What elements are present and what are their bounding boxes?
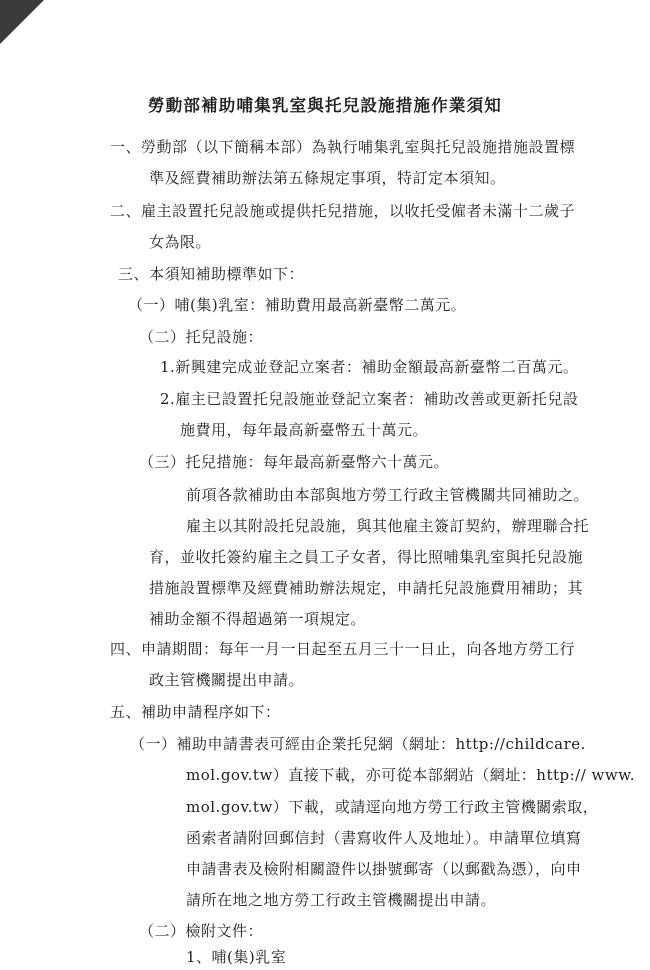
text-line: 準及經費補助辦法第五條規定事項，特訂定本須知。 bbox=[149, 169, 506, 187]
text-line: mol.gov.tw）下載，或請逕向地方勞工行政主管機關索取， bbox=[186, 798, 599, 816]
text-line: 補助金額不得超過第一項規定。 bbox=[149, 610, 367, 628]
text-line: 雇主以其附設托兒設施，與其他雇主簽訂契約，辦理聯合托 bbox=[186, 517, 590, 535]
text-line: 請所在地之地方勞工行政主管機關提出申請。 bbox=[186, 891, 497, 909]
document-title: 勞動部補助哺集乳室與托兒設施措施作業須知 bbox=[148, 96, 502, 115]
text-line: 2.雇主已設置托兒設施並登記立案者：補助改善或更新托兒設 bbox=[160, 390, 579, 408]
text-line: 育，並收托簽約雇主之員工子女者，得比照哺集乳室與托兒設施 bbox=[149, 548, 584, 566]
page-corner-fold bbox=[0, 0, 44, 44]
text-line: 前項各款補助由本部與地方勞工行政主管機關共同補助之。 bbox=[186, 486, 590, 504]
text-line: 四、申請期間：每年一月一日起至五月三十一日止，向各地方勞工行 bbox=[110, 640, 576, 658]
text-line: 政主管機關提出申請。 bbox=[149, 671, 305, 689]
text-line: （二）檢附文件： bbox=[139, 922, 264, 940]
text-line: （二）托兒設施： bbox=[139, 328, 264, 346]
text-line: 女為限。 bbox=[149, 233, 212, 251]
text-line: 一、勞動部（以下簡稱本部）為執行哺集乳室與托兒設施措施設置標 bbox=[110, 138, 576, 156]
text-line: 三、本須知補助標準如下： bbox=[118, 265, 305, 283]
text-line: 施費用，每年最高新臺幣五十萬元。 bbox=[180, 421, 429, 439]
text-line: mol.gov.tw）直接下載，亦可從本部網站（網址：http:// www. bbox=[186, 766, 636, 784]
text-line: 二、雇主設置托兒設施或提供托兒措施，以收托受僱者未滿十二歲子 bbox=[110, 202, 576, 220]
text-line: 五、補助申請程序如下： bbox=[110, 703, 281, 721]
text-line: （一）補助申請書表可經由企業托兒網（網址：http://childcare. bbox=[130, 735, 586, 753]
text-line: 1.新興建完成並登記立案者：補助金額最高新臺幣二百萬元。 bbox=[160, 358, 579, 376]
text-line: 申請書表及檢附相關證件以掛號郵寄（以郵戳為憑），向申 bbox=[186, 860, 582, 878]
text-line: （一）哺(集)乳室：補助費用最高新臺幣二萬元。 bbox=[128, 296, 467, 314]
text-line: 1、哺(集)乳室 bbox=[186, 948, 287, 966]
text-line: 措施設置標準及經費補助辦法規定，申請托兒設施費用補助；其 bbox=[149, 579, 584, 597]
text-line: 函索者請附回郵信封（書寫收件人及地址）。申請單位填寫 bbox=[186, 829, 582, 847]
text-line: （三）托兒措施：每年最高新臺幣六十萬元。 bbox=[139, 453, 450, 471]
